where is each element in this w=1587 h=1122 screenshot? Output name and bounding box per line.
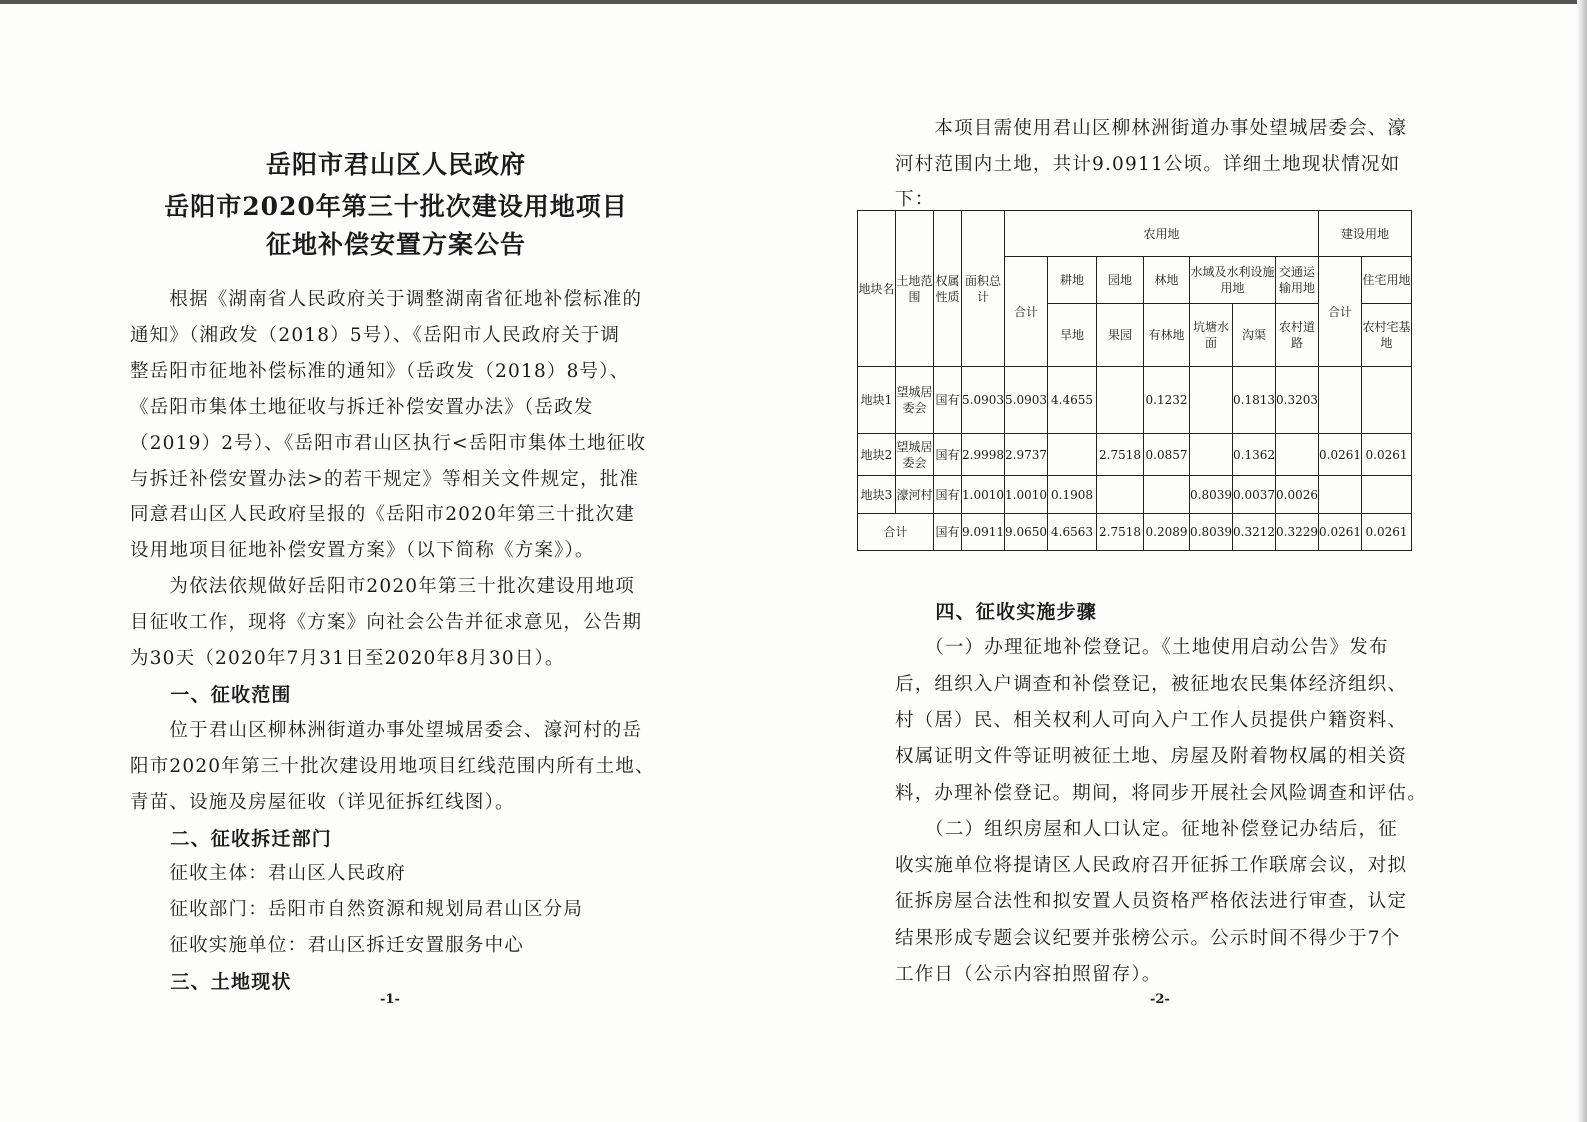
text-line: 征收部门：岳阳市自然资源和规划局君山区分局 [130, 899, 584, 921]
text-line: （二）组织房屋和人口认定。征地补偿登记办结后，征 [895, 818, 1398, 840]
section-heading: 四、征收实施步骤 [895, 601, 1098, 623]
text-line: 《岳阳市集体土地征收与拆迁补偿安置办法》（岳政发 [130, 396, 594, 418]
text-line: 结果形成专题会议纪要并张榜公示。公示时间不得少于7个 [895, 927, 1401, 949]
table-cell: 合计 [858, 514, 934, 551]
text-line: 根据《湖南省人民政府关于调整湖南省征地补偿标准的 [130, 289, 643, 310]
text-line: 位于君山区柳林洲街道办事处望城居委会、濠河村的岳 [130, 719, 643, 741]
text-line: 青苗、设施及房屋征收（详见征拆红线图）。 [130, 791, 515, 813]
table-cell: 4.6563 [1048, 514, 1097, 551]
header-traffic: 交通运输用地 [1276, 257, 1319, 304]
table-cell: 0.3212 [1233, 514, 1276, 551]
sub-guoyuan: 果园 [1097, 304, 1144, 367]
text-line: 为依法依规做好岳阳市2020年第三十批次建设用地项 [130, 576, 635, 598]
table-cell: 国有 [934, 367, 962, 434]
text-line: 收实施单位将提请区人民政府召开征拆工作联席会议，对拟 [895, 855, 1408, 877]
sub-gouqu: 沟渠 [1233, 304, 1276, 367]
text-line: （2019）2号）、《岳阳市君山区执行<岳阳市集体土地征收 [130, 432, 647, 454]
table-cell: 国有 [934, 476, 962, 514]
table-row [858, 476, 1412, 514]
sub-zhaiji: 农村宅基地 [1362, 304, 1412, 367]
table-cell: 0.0037 [1233, 476, 1276, 514]
table-cell: 国有 [934, 514, 962, 551]
text-line: 后，组织入户调查和补偿登记，被征地农民集体经济组织、 [895, 673, 1408, 695]
title-line-1: 岳阳市君山区人民政府 [265, 150, 526, 179]
header-owner: 权属性质 [934, 211, 962, 367]
text-line: 整岳阳市征地补偿标准的通知》（岳政发（2018）8号）、 [130, 360, 630, 382]
title-line-3: 征地补偿安置方案公告 [265, 230, 526, 259]
table-cell [1144, 476, 1190, 514]
table-cell: 0.8039 [1190, 514, 1233, 551]
text-line: 征收实施单位：君山区拆迁安置服务中心 [130, 935, 525, 957]
table-cell: 0.0261 [1319, 514, 1362, 551]
table-cell: 0.3229 [1276, 514, 1319, 551]
table-cell: 望城居委会 [896, 434, 934, 476]
table-cell: 5.0903 [1005, 367, 1048, 434]
header-lindi: 林地 [1144, 257, 1190, 304]
page-number: -2- [1150, 992, 1170, 1007]
table-cell: 0.3203 [1276, 367, 1319, 434]
table-cell: 9.0911 [962, 514, 1005, 551]
table-cell: 0.0261 [1362, 434, 1412, 476]
header-house: 住宅用地 [1362, 257, 1412, 304]
page-number: -1- [380, 992, 400, 1007]
header-construction: 建设用地 [1319, 211, 1412, 257]
text-line: 下： [895, 189, 935, 210]
table-cell: 0.1232 [1144, 367, 1190, 434]
table-cell: 濠河村 [896, 476, 934, 514]
text-line: 河村范围内土地，共计9.0911公顷。详细土地现状情况如 [895, 153, 1401, 175]
text-line: 通知》（湘政发（2018）5号）、《岳阳市人民政府关于调 [130, 324, 621, 346]
scan-edge [0, 0, 1587, 4]
table-cell: 2.9737 [1005, 434, 1048, 476]
table-cell: 9.0650 [1005, 514, 1048, 551]
table-cell [1048, 434, 1097, 476]
table-cell: 0.1362 [1233, 434, 1276, 476]
text-line: 目征收工作，现将《方案》向社会公告并征求意见，公告期 [130, 612, 643, 634]
table-cell [1190, 367, 1233, 434]
table-cell: 4.4655 [1048, 367, 1097, 434]
table-cell: 0.0261 [1319, 434, 1362, 476]
text-line: 料，办理补偿登记。期间，将同步开展社会风险调查和评估。 [895, 782, 1427, 804]
table-cell: 0.8039 [1190, 476, 1233, 514]
header-gengdi: 耕地 [1048, 257, 1097, 304]
table-cell: 0.1908 [1048, 476, 1097, 514]
text-line: 与拆迁补偿安置办法>的若干规定》等相关文件规定，批准 [130, 468, 640, 490]
text-line: 阳市2020年第三十批次建设用地项目红线范围内所有土地、 [130, 755, 655, 777]
table-cell: 望城居委会 [896, 367, 934, 434]
text-line: 权属证明文件等证明被征土地、房屋及附着物权属的相关资 [895, 746, 1408, 768]
header-yuandi: 园地 [1097, 257, 1144, 304]
table-row [858, 434, 1412, 476]
table-cell: 0.0026 [1276, 476, 1319, 514]
section-heading: 一、征收范围 [130, 683, 292, 706]
table-cell: 0.1813 [1233, 367, 1276, 434]
table-cell: 地块1 [858, 367, 896, 434]
section-heading: 二、征收拆迁部门 [130, 827, 333, 850]
table-row [858, 367, 1412, 434]
table-cell: 1.0010 [962, 476, 1005, 514]
header-area: 面积总计 [962, 211, 1005, 367]
table-cell: 2.9998 [962, 434, 1005, 476]
table-cell: 国有 [934, 434, 962, 476]
table-cell: 2.7518 [1097, 514, 1144, 551]
text-line: 村（居）民、相关权利人可向入户工作人员提供户籍资料、 [895, 709, 1408, 731]
table-cell: 地块2 [858, 434, 896, 476]
text-line: （一）办理征地补偿登记。《土地使用启动公告》发布 [895, 637, 1389, 659]
text-line: 征拆房屋合法性和拟安置人员资格严格依法进行审查，认定 [895, 891, 1408, 913]
header-name: 地块名 [858, 211, 896, 367]
title-line-2: 岳阳市2020年第三十批次建设用地项目 [164, 192, 628, 221]
text-line: 为30天（2020年7月31日至2020年8月30日）。 [130, 648, 565, 669]
text-line: 本项目需使用君山区柳林洲街道办事处望城居委会、濠 [895, 118, 1408, 139]
table-cell: 2.7518 [1097, 434, 1144, 476]
header-scope: 土地范围 [896, 211, 934, 367]
sub-road: 农村道路 [1276, 304, 1319, 367]
header-build-sum: 合计 [1319, 257, 1362, 367]
sub-kengtang: 坑塘水面 [1190, 304, 1233, 367]
scan-edge-right [1577, 0, 1587, 1122]
sub-youlin: 有林地 [1144, 304, 1190, 367]
table-cell: 地块3 [858, 476, 896, 514]
table-cell [1097, 476, 1144, 514]
table-cell: 0.0857 [1144, 434, 1190, 476]
table-cell [1319, 367, 1362, 434]
table-cell: 0.2089 [1144, 514, 1190, 551]
header-water: 水域及水利设施用地 [1190, 257, 1276, 304]
table-cell: 0.0261 [1362, 514, 1412, 551]
header-sum: 合计 [1005, 257, 1048, 367]
table-cell [1276, 434, 1319, 476]
table-cell [1362, 367, 1412, 434]
text-line: 同意君山区人民政府呈报的《岳阳市2020年第三十批次建 [130, 504, 635, 526]
text-line: 设用地项目征地补偿安置方案》（以下简称《方案》）。 [130, 540, 595, 562]
table-cell [1319, 476, 1362, 514]
table-cell [1362, 476, 1412, 514]
section-heading: 三、土地现状 [130, 971, 292, 994]
table-cell [1097, 367, 1144, 434]
sub-handi: 旱地 [1048, 304, 1097, 367]
text-line: 征收主体：君山区人民政府 [130, 863, 406, 885]
text-line: 工作日（公示内容拍照留存）。 [895, 964, 1162, 985]
land-status-table [857, 210, 1412, 551]
table-total-row [858, 514, 1412, 551]
table-cell: 5.0903 [962, 367, 1005, 434]
header-farmland: 农用地 [1005, 211, 1319, 257]
table-cell: 1.0010 [1005, 476, 1048, 514]
table-cell [1190, 434, 1233, 476]
